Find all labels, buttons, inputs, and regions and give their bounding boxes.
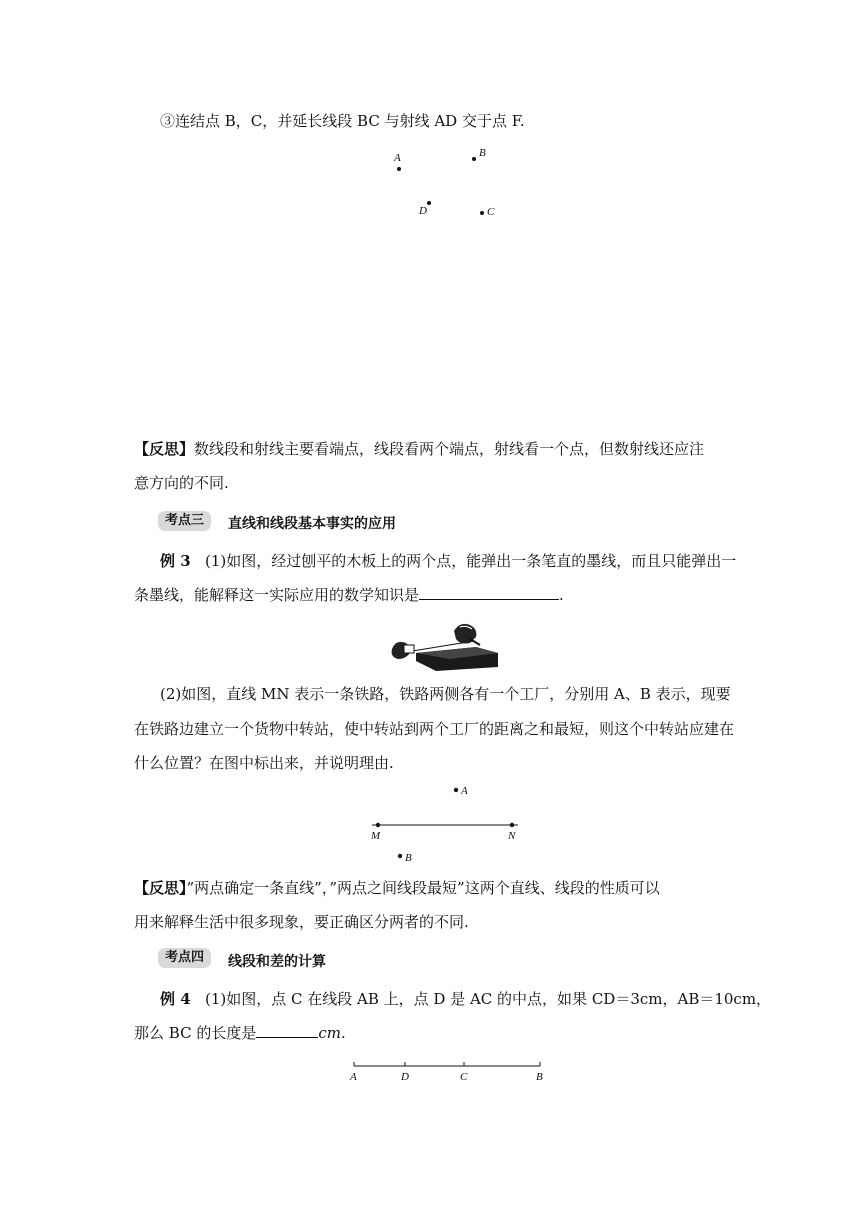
reflection-tag: 【反思】 (134, 879, 187, 897)
reflection-1-line-1 (134, 439, 704, 459)
example-3-part-2-line-3: 什么位置？在图中标出来，并说明理由. (134, 754, 394, 772)
label-b: B (405, 852, 412, 864)
label-d: D (401, 1071, 409, 1083)
label-a: A (350, 1071, 357, 1083)
point-a (454, 788, 458, 792)
example-4-label: 例 4 (160, 990, 191, 1008)
label-c: C (460, 1071, 468, 1083)
segment-figure (346, 1058, 546, 1090)
reflection-2-line-1: 【反思】”两点确定一条直线”，”两点之间线段最短”这两个直线、线段的性质可以 (134, 879, 660, 897)
point-m (376, 823, 380, 827)
kaodian-3-badge: 考点三 (158, 511, 211, 531)
answer-blank[interactable] (419, 585, 559, 600)
kaodian-4-title: 线段和差的计算 (228, 954, 326, 970)
label-b: B (479, 147, 486, 159)
reflection-1-line-2: 意方向的不同. (134, 474, 229, 492)
label-a: A (394, 152, 401, 164)
example-3-part-2-line-1: (2)如图，直线 MN 表示一条铁路，铁路两侧各有一个工厂，分别用 A、B 表示，现要 (160, 685, 731, 703)
carpenter-line-illustration (390, 619, 502, 673)
label-b: B (536, 1071, 543, 1083)
example-4-line-1: 例 4 (1)如图，点 C 在线段 AB 上，点 D 是 AC 的中点，如果 CD＝3cm，AB＝10cm， (160, 990, 772, 1008)
example-3-label: 例 3 (160, 552, 191, 570)
example-4-line-2: 那么 BC 的长度是 cm. (134, 1024, 346, 1042)
example-3-line-1: 例 3 (1)如图，经过刨平的木板上的两个点，能弹出一条笔直的墨线，而且只能弹出一 (160, 552, 737, 570)
point-a (397, 167, 401, 171)
figure-points-abcd (390, 142, 510, 222)
example-3-line-2: 条墨线，能解释这一实际应用的数学知识是 . (134, 586, 564, 604)
label-d: D (419, 205, 427, 217)
step-3-text: ③连结点 B，C，并延长线段 BC 与射线 AD 交于点 F. (160, 112, 525, 130)
reflection-2-line-2: 用来解释生活中很多现象，要正确区分两者的不同. (134, 913, 469, 931)
railway-figure (366, 780, 526, 870)
point-c (480, 211, 484, 215)
label-n: N (508, 830, 516, 842)
label-a: A (461, 785, 468, 797)
label-m: M (371, 830, 381, 842)
kaodian-3-title: 直线和线段基本事实的应用 (228, 516, 396, 532)
point-b (398, 854, 402, 858)
point-n (510, 823, 514, 827)
label-c: C (487, 206, 495, 218)
kaodian-4-badge: 考点四 (158, 948, 211, 968)
point-d (427, 201, 431, 205)
example-3-part-2-line-2: 在铁路边建立一个货物中转站，使中转站到两个工厂的距离之和最短，则这个中转站应建在 (134, 720, 735, 738)
reflection-text: 数线段和射线主要看端点，线段看两个端点，射线看一个点，但数射线还应注 (194, 440, 705, 458)
point-b (472, 157, 476, 161)
reflection-tag: 【反思】 (134, 440, 195, 458)
answer-blank-bc[interactable] (256, 1023, 318, 1038)
